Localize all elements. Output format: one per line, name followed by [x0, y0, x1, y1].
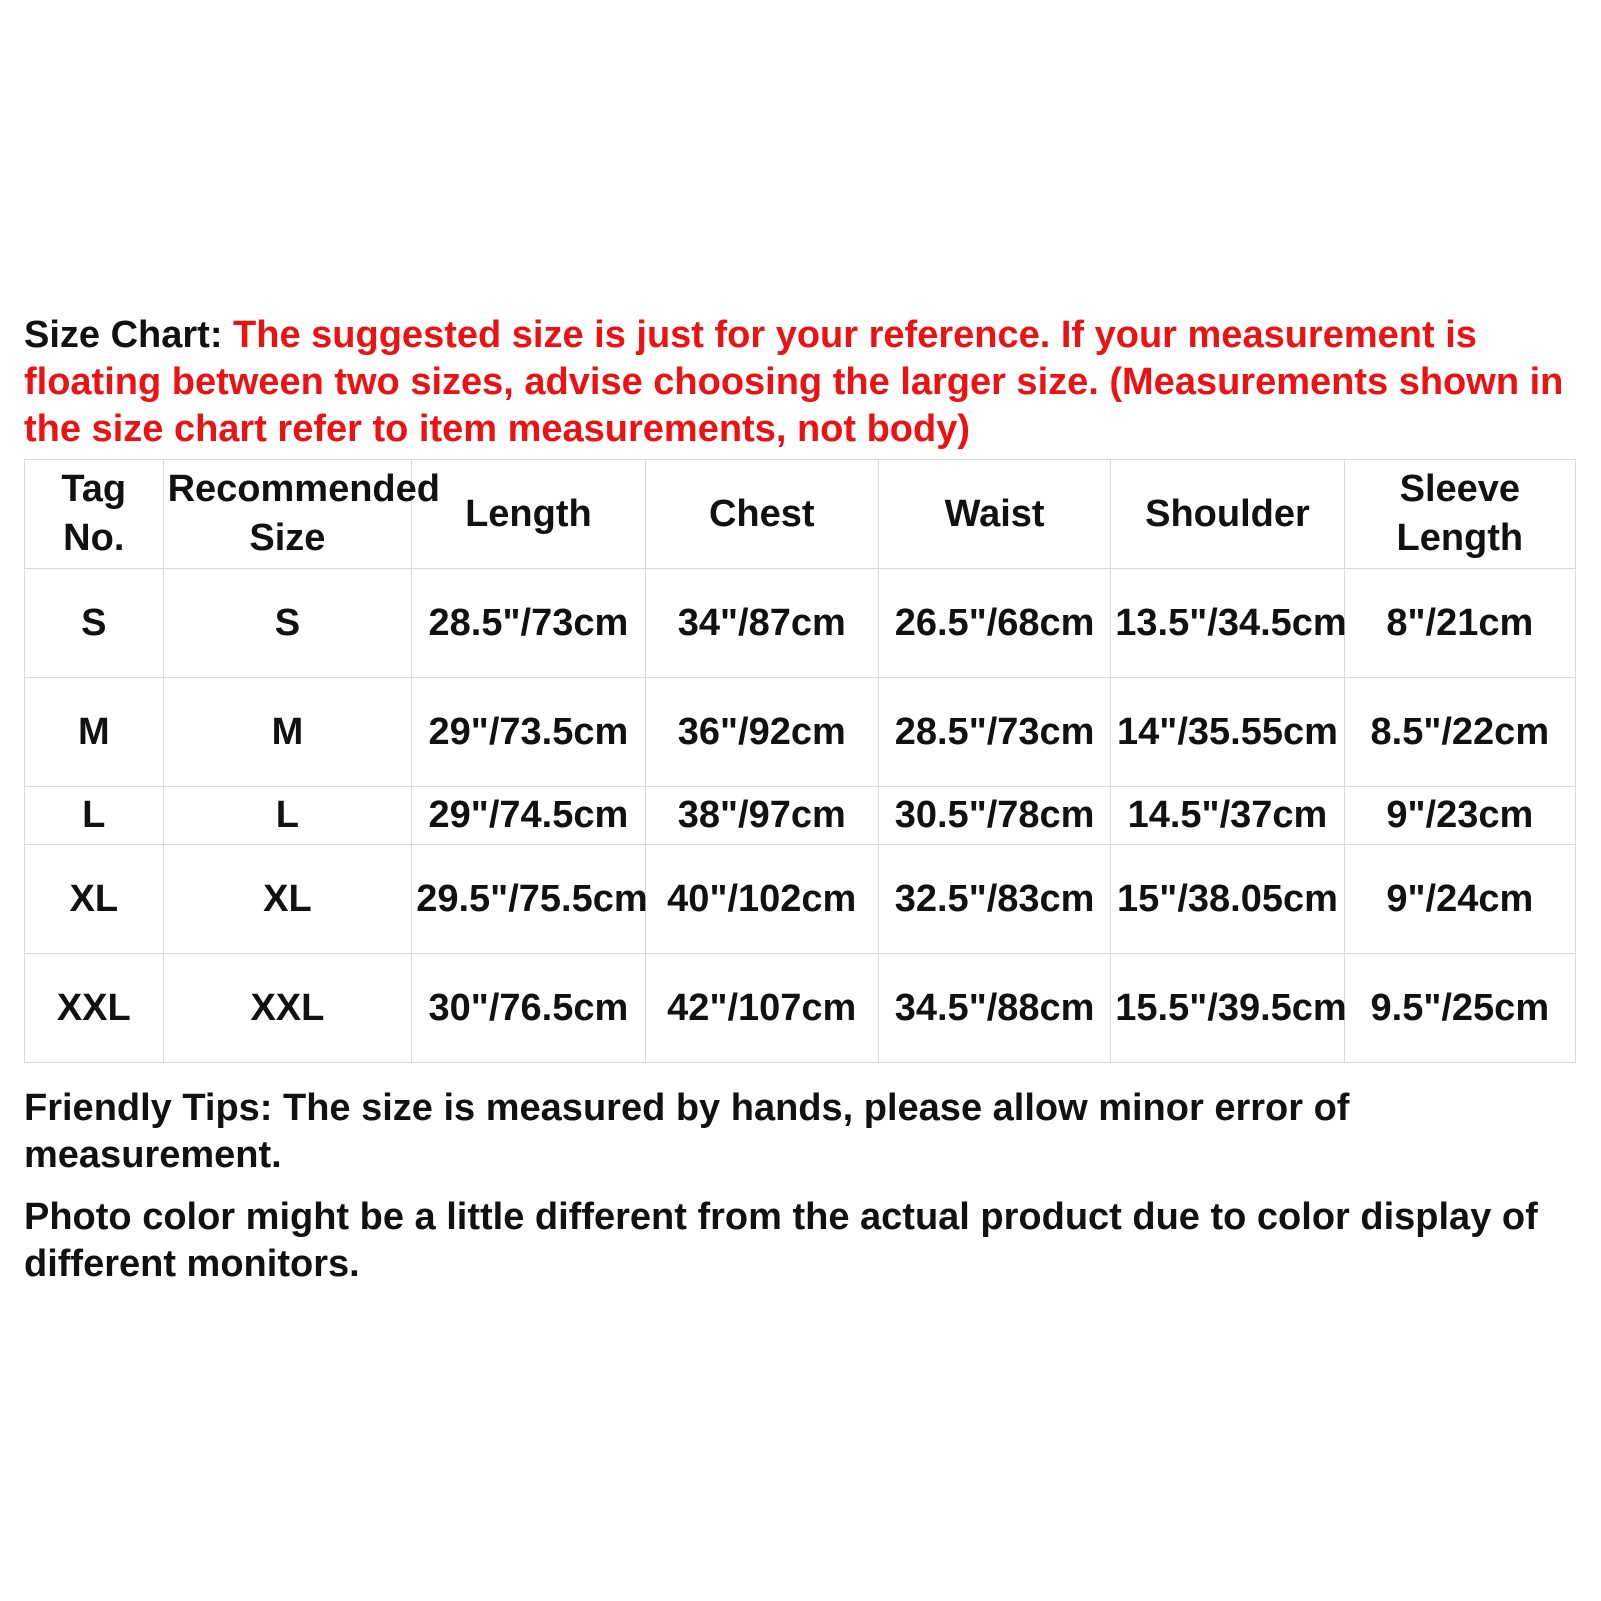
cell-length: 29.5"/75.5cm [412, 845, 645, 954]
table-row [25, 787, 1576, 845]
header-tag-no: Tag No. [25, 460, 164, 569]
size-chart-label: Size Chart: [24, 314, 223, 356]
header-shoulder: Shoulder [1111, 460, 1344, 569]
cell-shoulder: 15"/38.05cm [1111, 845, 1344, 954]
cell-shoulder: 14"/35.55cm [1111, 678, 1344, 787]
cell-recommended: XXL [163, 954, 412, 1063]
cell-waist: 34.5"/88cm [878, 954, 1110, 1063]
cell-tag: XL [25, 845, 164, 954]
cell-waist: 28.5"/73cm [878, 678, 1110, 787]
cell-tag: S [25, 569, 164, 678]
cell-recommended: M [163, 678, 412, 787]
cell-shoulder: 13.5"/34.5cm [1111, 569, 1344, 678]
header-length: Length [412, 460, 645, 569]
cell-waist: 26.5"/68cm [878, 569, 1110, 678]
table-row [25, 845, 1576, 954]
cell-length: 28.5"/73cm [412, 569, 645, 678]
size-chart-intro [24, 312, 1576, 453]
cell-waist: 30.5"/78cm [878, 787, 1110, 845]
cell-recommended: L [163, 787, 412, 845]
header-chest: Chest [645, 460, 878, 569]
cell-chest: 38"/97cm [645, 787, 878, 845]
cell-chest: 34"/87cm [645, 569, 878, 678]
cell-length: 29"/74.5cm [412, 787, 645, 845]
cell-sleeve-length: 8"/21cm [1344, 569, 1575, 678]
cell-waist: 32.5"/83cm [878, 845, 1110, 954]
cell-tag: M [25, 678, 164, 787]
cell-sleeve-length: 9"/23cm [1344, 787, 1575, 845]
header-recommended-size: Recommended Size [163, 460, 412, 569]
cell-chest: 42"/107cm [645, 954, 878, 1063]
header-sleeve-length: Sleeve Length [1344, 460, 1575, 569]
table-row [25, 678, 1576, 787]
cell-length: 29"/73.5cm [412, 678, 645, 787]
table-header-row [25, 460, 1576, 569]
cell-sleeve-length: 8.5"/22cm [1344, 678, 1575, 787]
cell-recommended: S [163, 569, 412, 678]
friendly-tips: Friendly Tips: The size is measured by hands, please allow minor error of measurement. [24, 1087, 1350, 1176]
cell-shoulder: 15.5"/39.5cm [1111, 954, 1344, 1063]
size-chart-table [24, 459, 1576, 1063]
cell-chest: 36"/92cm [645, 678, 878, 787]
cell-chest: 40"/102cm [645, 845, 878, 954]
table-row [25, 954, 1576, 1063]
cell-tag: XXL [25, 954, 164, 1063]
cell-shoulder: 14.5"/37cm [1111, 787, 1344, 845]
cell-sleeve-length: 9"/24cm [1344, 845, 1575, 954]
cell-sleeve-length: 9.5"/25cm [1344, 954, 1575, 1063]
header-waist: Waist [878, 460, 1110, 569]
size-reference-note: The suggested size is just for your reference. If your measurement is floating between two sizes, advise choosing the larger size. (Measurements shown in the size chart refer to item measurements, not body) [24, 314, 1564, 450]
cell-tag: L [25, 787, 164, 845]
table-row [25, 569, 1576, 678]
cell-recommended: XL [163, 845, 412, 954]
photo-color-note: Photo color might be a little different from the actual product due to color display of different monitors. [24, 1196, 1538, 1285]
cell-length: 30"/76.5cm [412, 954, 645, 1063]
